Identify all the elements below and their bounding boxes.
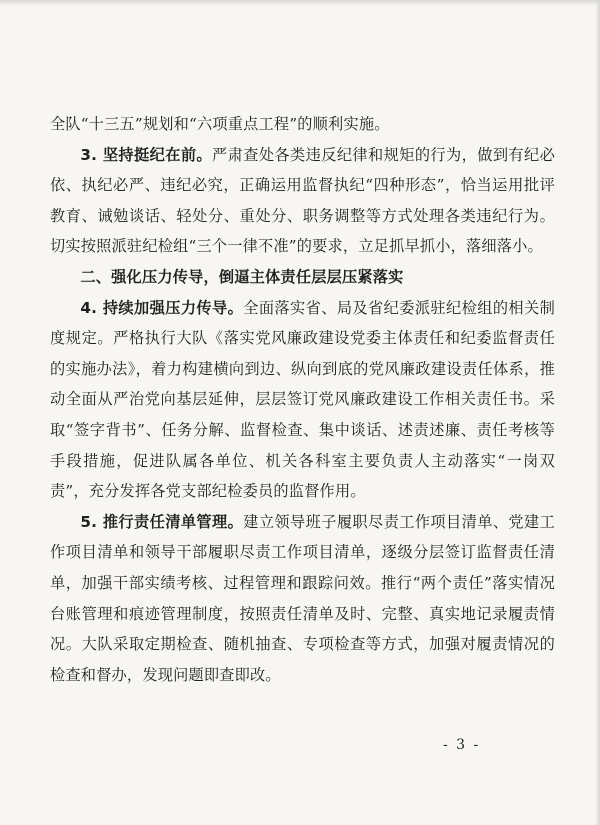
paragraph-text: 全面落实省、局及省纪委派驻纪检组的相关制度规定。严格执行大队《落实党风廉政建设党委主体责任和纪委监督责任的实施办法》，着力构建横向到边、纵向到底的党风廉政建设责任体系，推动全面从严治党向基层延伸，层层签订党风廉政建设工作相关责任书。采取“签字背书”、任务分解、监督检查、集中谈话、述责述廉、责任考核等手段措施，促进队属各单位、机关各科室主要负责人主动落实“一岗双责”，充分发挥各党支部纪检委员的监督作用。 — [50, 298, 556, 501]
paragraph-lead: 4. 持续加强压力传导。 — [80, 298, 244, 317]
section-heading: 二、强化压力传导，倒逼主体责任层层压紧落实 — [80, 267, 404, 286]
paragraph-text: 严肃查处各类违反纪律和规矩的行为，做到有纪必依、执纪必严、违纪必究，正确运用监督执纪“四种形态”，恰当运用批评教育、诫勉谈话、轻处分、重处分、职务调整等方式处理各类违纪行为。切实按照派驻纪检组“三个一律不准”的要求，立足抓早抓小，落细落小。 — [50, 145, 556, 256]
paragraph-discipline — [50, 140, 555, 262]
scan-edge-right — [595, 0, 600, 825]
paragraph-pressure — [50, 293, 555, 507]
paragraph-lead: 5. 推行责任清单管理。 — [80, 512, 244, 531]
scan-edge-top — [0, 0, 600, 6]
page-number: - 3 - — [443, 737, 481, 753]
paragraph-checklist — [50, 507, 555, 691]
document-body — [50, 109, 555, 690]
paragraph-continuation: 全队“十三五”规划和“六项重点工程”的顺利实施。 — [50, 115, 390, 133]
paragraph-text: 建立领导班子履职尽责工作项目清单、党建工作项目清单和领导干部履职尽责工作项目清单，逐级分层签订监督责任清单，加强干部实绩考核、过程管理和跟踪问效。推行“两个责任”落实情况台账管理和痕迹管理制度，按照责任清单及时、完整、真实地记录履责情况。大队采取定期检查、随机抽查、专项检查等方式，加强对履责情况的检查和督办，发现问题即查即改。 — [50, 512, 556, 684]
paragraph-lead: 3. 坚持挺纪在前。 — [80, 145, 213, 164]
